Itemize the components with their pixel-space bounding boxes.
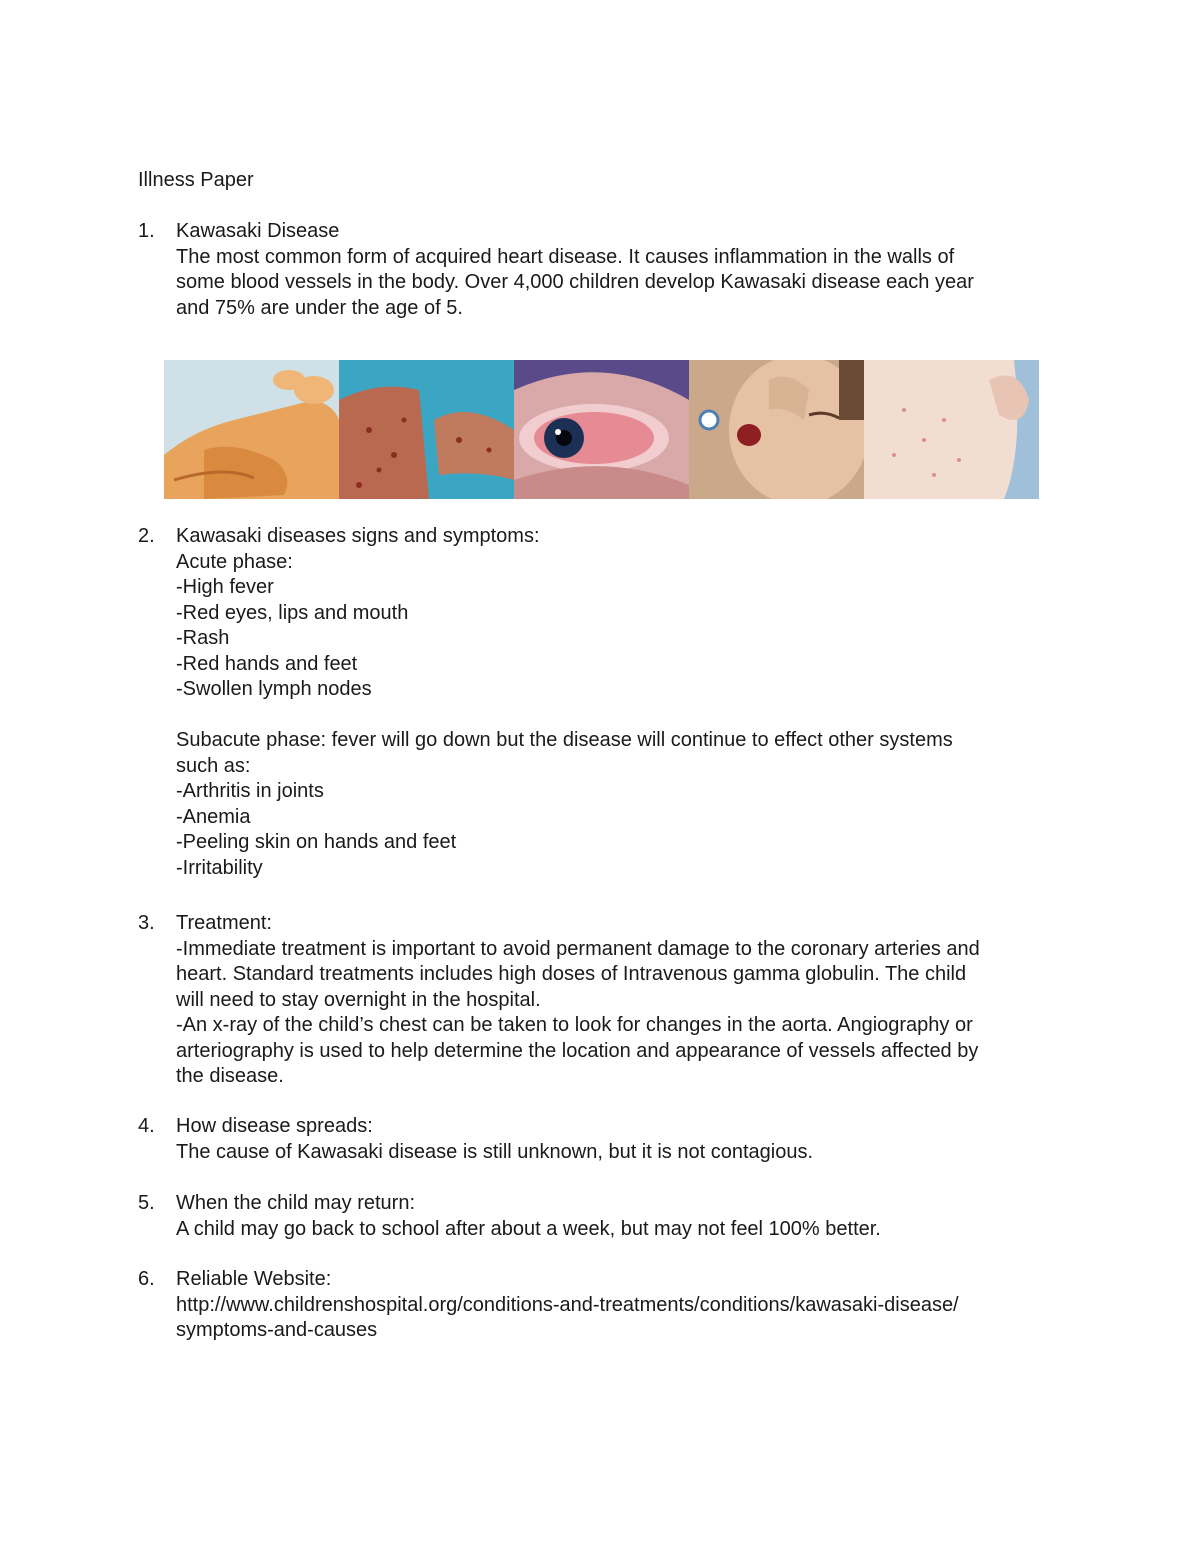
item-text-line: The most common form of acquired heart disease. It causes inflammation in the walls of (176, 245, 955, 268)
item-text-line: -Immediate treatment is important to avoid permanent damage to the coronary arteries and (176, 937, 980, 960)
subacute-text-line: Subacute phase: fever will go down but the disease will continue to effect other systems (176, 729, 953, 751)
rash-hand-photo (339, 360, 514, 499)
symptom-line: -Swollen lymph nodes (176, 678, 372, 700)
item-heading: Kawasaki diseases signs and symptoms: (176, 525, 540, 547)
item-text-line: some blood vessels in the body. Over 4,000 children develop Kawasaki disease each year (176, 271, 974, 293)
symptom-line: -High fever (176, 576, 274, 598)
cheek-rash-photo (864, 360, 1039, 499)
list-item-4 (138, 1114, 1058, 1165)
item-number: 5. (138, 1192, 155, 1214)
list-item-5 (138, 1191, 1058, 1242)
item-heading: How disease spreads: (176, 1115, 373, 1137)
item-heading: Treatment: (176, 912, 272, 934)
list-item-2 (138, 524, 1058, 881)
item-heading: When the child may return: (176, 1192, 415, 1214)
item-text-line: The cause of Kawasaki disease is still unknown, but it is not contagious. (176, 1140, 814, 1163)
website-url-line: symptoms-and-causes (176, 1319, 378, 1341)
item-text-line: the disease. (176, 1065, 284, 1087)
item-number: 2. (138, 525, 155, 547)
symptom-line: -Irritability (176, 856, 263, 879)
symptom-line: -Arthritis in joints (176, 780, 324, 802)
item-number: 4. (138, 1115, 155, 1137)
document-title: Illness Paper (138, 169, 254, 191)
item-text-line: will need to stay overnight in the hospital. (176, 988, 541, 1011)
symptom-line: -Red eyes, lips and mouth (176, 601, 409, 624)
item-text-line: and 75% are under the age of 5. (176, 296, 463, 319)
item-text-line: heart. Standard treatments includes high doses of Intravenous gamma globulin. The child (176, 963, 967, 985)
item-heading: Reliable Website: (176, 1268, 332, 1290)
item-text-line: -An x-ray of the child’s chest can be taken to look for changes in the aorta. Angiography or (176, 1014, 973, 1036)
item-heading: Kawasaki Disease (176, 220, 340, 242)
item-number: 3. (138, 912, 155, 934)
red-lips-child-photo (689, 360, 864, 499)
item-number: 6. (138, 1268, 155, 1290)
website-url-line: http://www.childrenshospital.org/conditions-and-treatments/conditions/kawasaki-disease/ (176, 1293, 959, 1316)
list-item-3 (138, 911, 1058, 1090)
symptom-line: -Rash (176, 627, 230, 649)
symptom-line: -Peeling skin on hands and feet (176, 831, 457, 853)
symptom-photo-strip (164, 360, 1039, 499)
symptom-line: -Red hands and feet (176, 652, 358, 675)
subacute-text-line: such as: (176, 754, 251, 777)
paragraph-gap (176, 703, 1058, 729)
hand-photo (164, 360, 339, 499)
item-text-line: A child may go back to school after about a week, but may not feel 100% better. (176, 1217, 881, 1240)
list-item-1 (138, 219, 1058, 321)
list-item-6 (138, 1267, 1058, 1344)
item-text-line: arteriography is used to help determine the location and appearance of vessels affected by (176, 1039, 979, 1062)
acute-phase-label: Acute phase: (176, 550, 293, 573)
item-number: 1. (138, 220, 155, 242)
symptom-line: -Anemia (176, 805, 251, 828)
red-eye-photo (514, 360, 689, 499)
